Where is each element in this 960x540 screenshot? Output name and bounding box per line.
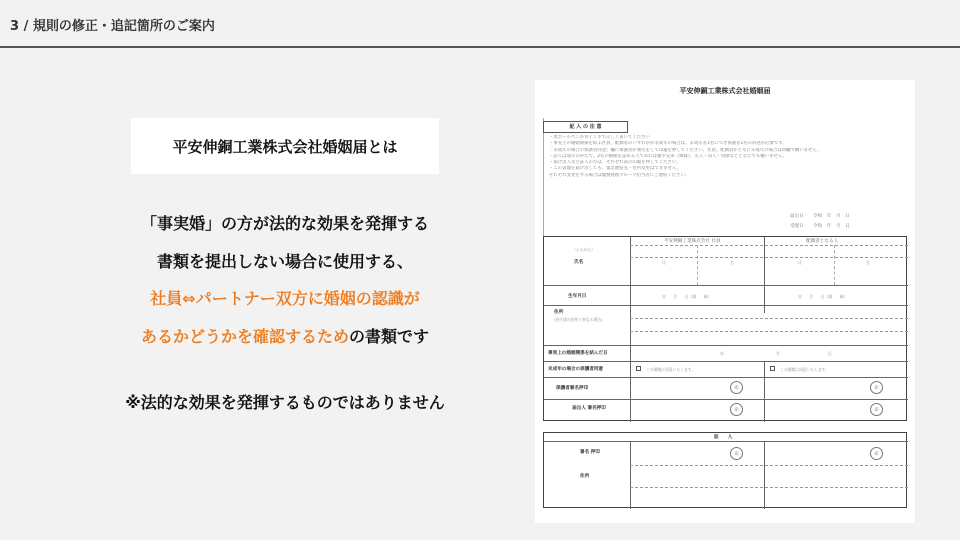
notice-line: ・この書類を届け出しても、緊急連絡先・住所変更はできません。 [549,166,681,172]
form-dates [790,212,850,232]
witness-table [543,432,907,508]
witness-heading: 証 人 [714,435,733,440]
seal-circle-icon: 印 [870,403,883,416]
form-table: 平安伸銅工業株式会社 社員 配偶者となる人 （よみかた） 氏名 氏 名 氏 名 生年月日 年 月 日（満 歳） 年 月 日（満 歳） 住所 (住民票の住所と異なる場合) 事実上の婚姻関係を結んだ日 年 月 日 未成年の場合の保護者同意 この婚姻に同意いたします。 この婚姻に同意いたします。 保護者署名押印 印 印 届出人 署名押印 印 印 [543,236,907,421]
notice-line: ・証人は成年のかたで、2名の婚姻を認める人であれば親や兄弟（姉妹）、友人・知人・同僚などどなたでも構いません。 [549,153,787,159]
page-title: 3 / 規則の修正・追記箇所のご案内 [10,19,215,34]
description-line-2: 書類を提出しない場合に使用する、 [156,251,413,271]
row-label-applicant-signature: 届出人 署名押印 [572,406,606,411]
notice-line: ・届け出人及び証人の方は、それぞれ前の印鑑を押してください。 [549,160,681,166]
highlight-text: あるかどうかを確認するため [140,326,349,346]
notice-line: 「未成年の場合の保護者同意」欄に保護者が署名をして印鑑を押してください。社員、配偶者がともに未成年の場合は同欄で構いません。 [549,147,822,153]
witness-address-label: 住所 [580,474,590,479]
seal-circle-icon: 印 [870,381,883,394]
receipt-date: 受理日 令和 年 月 日 [790,224,850,229]
row-label-address: 住所 [554,310,564,315]
marriage-form-image [535,80,915,523]
seal-circle-icon: 印 [870,447,883,460]
notice-heading: 記 入 の 注 意 [543,121,628,133]
row-label-birthdate: 生年月日 [568,294,587,299]
seal-circle-icon: 印 [730,381,743,394]
notice-line: ・黒ボールペンか青インキで正しく書いてください [549,135,650,140]
description-line-4: あるかどうかを確認するための書類です [140,326,430,346]
notice-line: ・事実上の婚姻関係を結ぶ社員、配偶者のいずれかが未成年の場合は、未成年者1名につき保護者1名の同意が必要です。 [549,141,787,147]
header-bar [0,0,960,48]
row-label-guardian-signature: 保護者署名押印 [556,386,589,391]
col-header-partner: 配偶者となる人 [806,239,839,244]
submission-date: 届出日 令和 年 月 日 [790,214,850,219]
description-lines [60,205,510,355]
notice-list [549,135,909,179]
furigana-label: （よみかた） [572,247,595,252]
row-label-guardian-consent: 未成年の場合の保護者同意 [548,367,604,372]
witness-signature-label: 署名 押印 [580,450,600,455]
seal-circle-icon: 印 [730,447,743,460]
col-header-employee: 平安伸銅工業株式会社 社員 [664,239,721,244]
disclaimer-note: ※法的な効果を発揮するものではありません [125,393,445,412]
seal-circle-icon: 印 [730,403,743,416]
row-label-relationship-date: 事実上の婚姻関係を結んだ日 [548,351,608,356]
consent-checkbox[interactable] [636,366,641,371]
description-line-3 [60,280,510,318]
row-label-name: 氏名 [574,260,584,265]
form-title: 平安伸銅工業株式会社婚姻届 [679,87,771,95]
definition-title-box: 平安伸銅工業株式会社婚姻届とは [131,118,439,174]
highlight-text: 社員⇔パートナー双方に婚姻の認識が [150,289,420,308]
notice-line: それぞれ変更をする場合は総務経理グループ担当者にご連絡ください。 [549,172,690,178]
consent-checkbox[interactable] [770,366,775,371]
description-line-1: 「事実婚」の方が法的な効果を発揮する [140,214,429,233]
